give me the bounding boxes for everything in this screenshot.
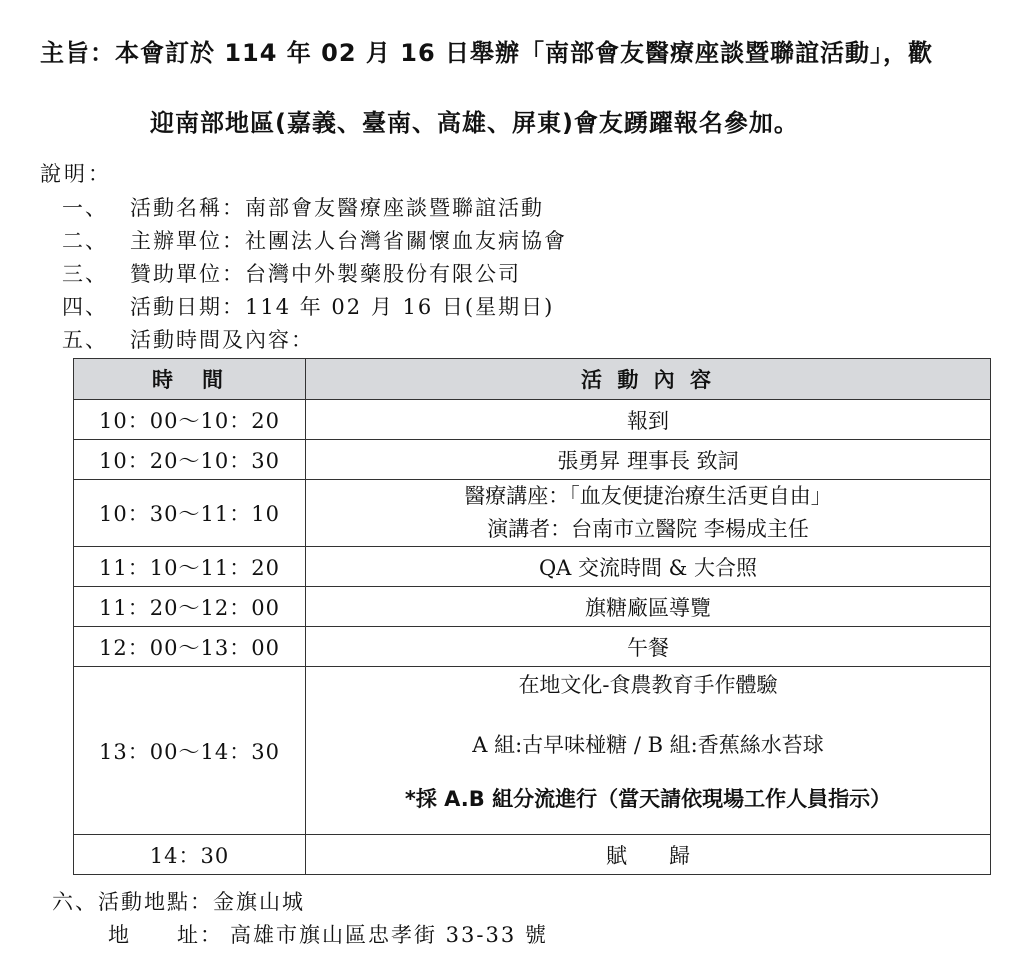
activity-note: *採 A.B 組分流進行（當天請依現場工作人員指示） bbox=[404, 787, 892, 811]
list-item bbox=[62, 225, 567, 258]
item-text: 活動日期：114 年 02 月 16 日(星期日) bbox=[130, 295, 555, 319]
content-cell bbox=[306, 667, 991, 835]
activity-groups: A 組:古早味椪糖 / B 組:香蕉絲水苔球 bbox=[472, 733, 824, 757]
address-label: 地 址： bbox=[108, 923, 223, 947]
schedule-table bbox=[73, 358, 991, 875]
content-cell: QA 交流時間 & 大合照 bbox=[306, 547, 991, 587]
time-cell: 11：10～11：20 bbox=[74, 547, 306, 587]
content-cell: 報到 bbox=[306, 400, 991, 440]
list-item bbox=[62, 192, 567, 225]
list-item bbox=[62, 291, 567, 324]
time-cell: 14：30 bbox=[74, 835, 306, 875]
table-row bbox=[74, 440, 991, 480]
location-section bbox=[52, 886, 548, 952]
table-row bbox=[74, 667, 991, 835]
item-text: 活動名稱：南部會友醫療座談暨聯誼活動 bbox=[130, 196, 544, 220]
time-cell: 12：00～13：00 bbox=[74, 627, 306, 667]
time-cell: 10：30～11：10 bbox=[74, 480, 306, 547]
table-row bbox=[74, 547, 991, 587]
item-number: 二、 bbox=[62, 229, 108, 253]
location-label: 六、活動地點：金旗山城 bbox=[52, 890, 305, 914]
table-header-row bbox=[74, 359, 991, 400]
description-heading: 說明： bbox=[40, 162, 112, 186]
table-row bbox=[74, 480, 991, 547]
activity-title: 在地文化-食農教育手作體驗 bbox=[518, 673, 778, 697]
item-number: 三、 bbox=[62, 262, 108, 286]
item-number: 五、 bbox=[62, 328, 108, 352]
lecture-speaker: 演講者：台南市立醫院 李楊成主任 bbox=[487, 517, 809, 541]
item-text: 活動時間及內容： bbox=[130, 328, 314, 352]
address-line bbox=[52, 919, 548, 952]
content-cell: 旗糖廠區導覽 bbox=[306, 587, 991, 627]
time-column-header: 時 間 bbox=[74, 359, 306, 400]
item-number: 四、 bbox=[62, 295, 108, 319]
table-row bbox=[74, 835, 991, 875]
time-cell: 11：20～12：00 bbox=[74, 587, 306, 627]
time-cell: 13：00～14：30 bbox=[74, 667, 306, 835]
list-item bbox=[62, 258, 567, 291]
subject-paragraph bbox=[40, 18, 990, 158]
content-column-header: 活 動 內 容 bbox=[306, 359, 991, 400]
content-cell: 張勇昇 理事長 致詞 bbox=[306, 440, 991, 480]
subject-line-1: 主旨：本會訂於 114 年 02 月 16 日舉辦「南部會友醫療座談暨聯誼活動」，歡 bbox=[40, 39, 934, 67]
lecture-title: 醫療講座：「血友便捷治療生活更自由」 bbox=[464, 484, 832, 508]
subject-line-2: 迎南部地區(嘉義、臺南、高雄、屏東)會友踴躍報名參加。 bbox=[150, 109, 799, 137]
description-list bbox=[62, 192, 567, 357]
list-item bbox=[62, 324, 567, 357]
item-text: 主辦單位：社團法人台灣省關懷血友病協會 bbox=[130, 229, 567, 253]
table-row bbox=[74, 627, 991, 667]
table-row bbox=[74, 587, 991, 627]
time-cell: 10：00～10：20 bbox=[74, 400, 306, 440]
table-row bbox=[74, 400, 991, 440]
address-value: 高雄市旗山區忠孝街 33-33 號 bbox=[230, 923, 548, 947]
content-cell: 賦 歸 bbox=[306, 835, 991, 875]
content-cell: 午餐 bbox=[306, 627, 991, 667]
content-cell bbox=[306, 480, 991, 547]
time-cell: 10：20～10：30 bbox=[74, 440, 306, 480]
item-number: 一、 bbox=[62, 196, 108, 220]
item-text: 贊助單位：台灣中外製藥股份有限公司 bbox=[130, 262, 521, 286]
